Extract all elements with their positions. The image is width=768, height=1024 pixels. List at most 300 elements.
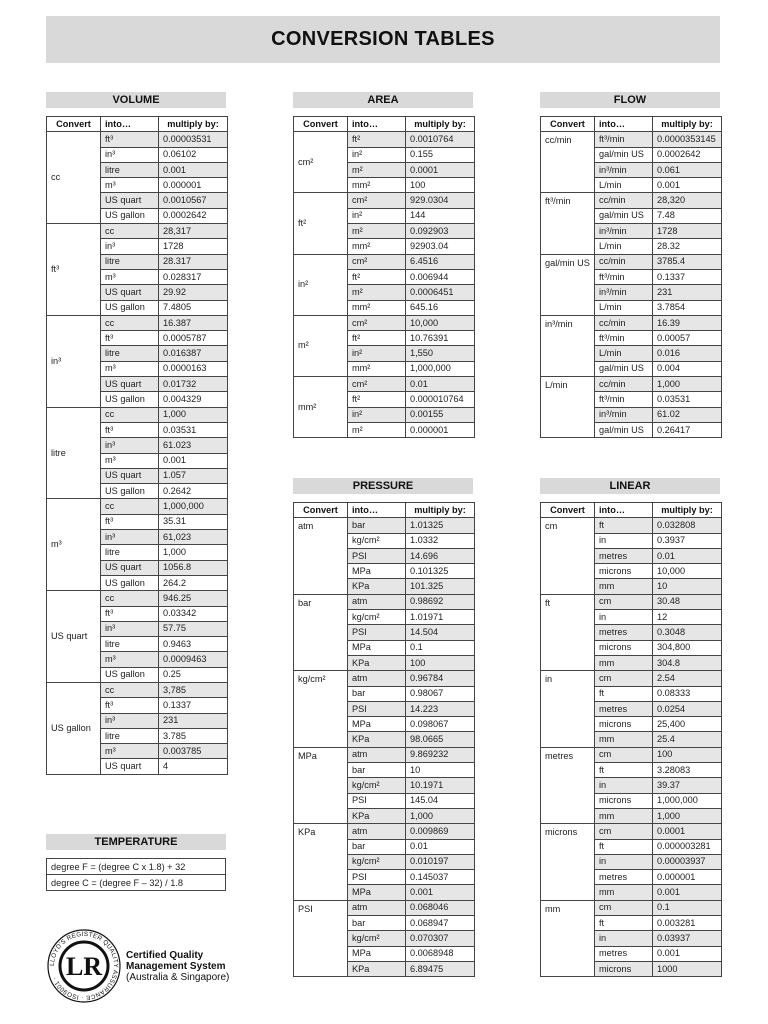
convert-into-cell: in² [348,346,406,361]
convert-into-cell: metres [595,548,653,563]
convert-into-cell: litre [101,637,159,652]
convert-into-cell: cm [595,824,653,839]
convert-into-cell: m³ [101,652,159,667]
convert-into-cell: US gallon [101,484,159,499]
table-row [541,824,722,839]
multiplier-cell: 0.1 [653,900,722,915]
multiplier-cell: 0.001 [653,946,722,961]
volume-title: VOLUME [46,92,226,108]
multiplier-cell: 14.223 [406,701,475,716]
multiplier-cell: 2.54 [653,671,722,686]
temperature-table [46,858,226,891]
flow-title: FLOW [540,92,720,108]
convert-into-cell: cc [101,315,159,330]
multiplier-cell: 1.0332 [406,533,475,548]
area-section [293,92,473,438]
multiplier-cell: 0.004 [653,361,722,376]
convert-into-cell: mm² [348,300,406,315]
convert-into-cell: L/min [595,300,653,315]
convert-into-cell: cm² [348,377,406,392]
convert-into-cell: US gallon [101,392,159,407]
table-row [47,315,228,330]
multiplier-cell: 0.03531 [653,392,722,407]
column-header-into: into… [595,503,653,518]
column-header-convert: Convert [541,117,595,132]
multiplier-cell: 35.31 [159,514,228,529]
convert-into-cell: cc/min [595,193,653,208]
table-row [541,132,722,147]
convert-into-cell: m² [348,162,406,177]
convert-into-cell: microns [595,961,653,976]
convert-from-cell: in² [294,254,348,315]
volume-section [46,92,226,775]
multiplier-cell: 1.057 [159,468,228,483]
flow-table [540,116,722,438]
multiplier-cell: 0.1337 [653,269,722,284]
multiplier-cell: 10,000 [653,564,722,579]
multiplier-cell: 0.006944 [406,269,475,284]
convert-from-cell: in³ [47,315,101,407]
multiplier-cell: 0.016 [653,346,722,361]
convert-into-cell: cc [101,591,159,606]
convert-into-cell: kg/cm² [348,778,406,793]
convert-into-cell: mm [595,885,653,900]
multiplier-cell: 231 [159,713,228,728]
convert-into-cell: cc/min [595,315,653,330]
table-row [541,315,722,330]
convert-from-cell: KPa [294,824,348,900]
title-bar [46,16,720,63]
multiplier-cell: 1,000 [159,407,228,422]
table-row [294,594,475,609]
multiplier-cell: 0.00155 [406,407,475,422]
multiplier-cell: 57.75 [159,621,228,636]
convert-into-cell: microns [595,717,653,732]
multiplier-cell: 0.03531 [159,422,228,437]
seal-letters: LR [65,952,103,981]
multiplier-cell: 0.004329 [159,392,228,407]
multiplier-cell: 61.023 [159,438,228,453]
multiplier-cell: 1.01325 [406,518,475,533]
multiplier-cell: 0.98692 [406,594,475,609]
convert-into-cell: cm [595,747,653,762]
convert-into-cell: in³/min [595,224,653,239]
convert-into-cell: MPa [348,885,406,900]
multiplier-cell: 1,000,000 [159,499,228,514]
convert-from-cell: mm [541,900,595,976]
convert-into-cell: litre [101,162,159,177]
pressure-section [293,478,473,977]
multiplier-cell: 0.001 [653,885,722,900]
convert-into-cell: ft³ [101,132,159,147]
multiplier-cell: 0.000010764 [406,392,475,407]
column-header-multiply: multiply by: [159,117,228,132]
convert-into-cell: cm² [348,315,406,330]
convert-from-cell: L/min [541,377,595,438]
multiplier-cell: 4 [159,759,228,774]
multiplier-cell: 1,000 [653,808,722,823]
convert-into-cell: KPa [348,961,406,976]
convert-into-cell: cc/min [595,254,653,269]
multiplier-cell: 61.02 [653,407,722,422]
multiplier-cell: 1056.8 [159,560,228,575]
convert-into-cell: microns [595,793,653,808]
column-header-multiply: multiply by: [406,503,475,518]
column-header-convert: Convert [541,503,595,518]
multiplier-cell: 28.317 [159,254,228,269]
table-row [47,407,228,422]
table-row [294,824,475,839]
convert-from-cell: mm² [294,377,348,438]
convert-into-cell: PSI [348,625,406,640]
multiplier-cell: 9.869232 [406,747,475,762]
multiplier-cell: 28,317 [159,224,228,239]
multiplier-cell: 28,320 [653,193,722,208]
convert-into-cell: ft³/min [595,331,653,346]
multiplier-cell: 0.0001 [406,162,475,177]
convert-from-cell: US gallon [47,682,101,774]
convert-into-cell: US quart [101,377,159,392]
convert-from-cell: microns [541,824,595,900]
convert-into-cell: KPa [348,732,406,747]
convert-from-cell: ft³ [47,224,101,316]
multiplier-cell: 1,000 [159,545,228,560]
certification-logo [46,928,246,1003]
multiplier-cell: 145.04 [406,793,475,808]
multiplier-cell: 0.01 [406,377,475,392]
convert-into-cell: ft [595,839,653,854]
multiplier-cell: 0.000001 [159,178,228,193]
convert-into-cell: in [595,610,653,625]
header-row [47,117,228,132]
cert-line-2: Management System [126,961,226,972]
table-row [541,518,722,533]
table-row [541,254,722,269]
convert-into-cell: atm [348,671,406,686]
convert-into-cell: ft³ [101,698,159,713]
convert-into-cell: in³ [101,239,159,254]
multiplier-cell: 0.016387 [159,346,228,361]
multiplier-cell: 0.01732 [159,377,228,392]
multiplier-cell: 0.155 [406,147,475,162]
multiplier-cell: 0.001 [406,885,475,900]
convert-into-cell: in³ [101,530,159,545]
convert-into-cell: in² [348,407,406,422]
convert-into-cell: KPa [348,808,406,823]
multiplier-cell: 3785.4 [653,254,722,269]
convert-into-cell: atm [348,824,406,839]
convert-into-cell: in² [348,208,406,223]
multiplier-cell: 61,023 [159,530,228,545]
convert-into-cell: litre [101,728,159,743]
page-title: CONVERSION TABLES [271,28,495,50]
convert-into-cell: ft² [348,392,406,407]
multiplier-cell: 1,000 [653,377,722,392]
convert-into-cell: US quart [101,193,159,208]
table-row [541,594,722,609]
table-row [47,499,228,514]
multiplier-cell: 0.01 [406,839,475,854]
convert-into-cell: PSI [348,870,406,885]
convert-into-cell: mm [595,579,653,594]
convert-into-cell: cm² [348,254,406,269]
convert-into-cell: in [595,778,653,793]
multiplier-cell: 929.0304 [406,193,475,208]
multiplier-cell: 0.000003281 [653,839,722,854]
convert-into-cell: PSI [348,548,406,563]
convert-into-cell: US quart [101,285,159,300]
multiplier-cell: 30.48 [653,594,722,609]
multiplier-cell: 0.001 [159,162,228,177]
convert-into-cell: litre [101,254,159,269]
convert-into-cell: metres [595,625,653,640]
column-header-convert: Convert [47,117,101,132]
column-header-multiply: multiply by: [653,117,722,132]
convert-into-cell: in [595,931,653,946]
convert-into-cell: US gallon [101,667,159,682]
convert-into-cell: ft³ [101,331,159,346]
multiplier-cell: 0.032808 [653,518,722,533]
multiplier-cell: 0.010197 [406,854,475,869]
column-header-convert: Convert [294,117,348,132]
convert-into-cell: metres [595,870,653,885]
multiplier-cell: 0.061 [653,162,722,177]
multiplier-cell: 1,000,000 [653,793,722,808]
convert-from-cell: gal/min US [541,254,595,315]
multiplier-cell: 0.092903 [406,224,475,239]
multiplier-cell: 10.1971 [406,778,475,793]
convert-into-cell: ft² [348,331,406,346]
multiplier-cell: 25.4 [653,732,722,747]
temperature-formula-f: degree F = (degree C x 1.8) + 32 [47,859,226,875]
convert-from-cell: cc [47,132,101,224]
pressure-title: PRESSURE [293,478,473,494]
convert-into-cell: cm [595,594,653,609]
convert-from-cell: ft [541,594,595,670]
multiplier-cell: 3,785 [159,682,228,697]
multiplier-cell: 29.92 [159,285,228,300]
header-row [294,503,475,518]
multiplier-cell: 0.0009463 [159,652,228,667]
convert-into-cell: litre [101,545,159,560]
multiplier-cell: 0.145037 [406,870,475,885]
table-row [47,132,228,147]
convert-into-cell: m³ [101,744,159,759]
multiplier-cell: 92903.04 [406,239,475,254]
column-header-into: into… [348,503,406,518]
convert-into-cell: ft² [348,132,406,147]
convert-into-cell: mm² [348,178,406,193]
multiplier-cell: 0.1 [406,640,475,655]
multiplier-cell: 0.000001 [653,870,722,885]
multiplier-cell: 100 [653,747,722,762]
convert-into-cell: microns [595,640,653,655]
convert-into-cell: in² [348,147,406,162]
multiplier-cell: 1,000,000 [406,361,475,376]
column-header-convert: Convert [294,503,348,518]
header-row [541,503,722,518]
convert-into-cell: m³ [101,453,159,468]
convert-into-cell: bar [348,763,406,778]
temperature-section [46,834,226,891]
convert-into-cell: cm [595,671,653,686]
multiplier-cell: 25,400 [653,717,722,732]
multiplier-cell: 0.0000163 [159,361,228,376]
convert-into-cell: PSI [348,701,406,716]
seal-ring-text: LLOYD'S REGISTER QUALITY ASSURANCE · ISO9001 · [48,930,120,1002]
convert-from-cell: m² [294,315,348,376]
convert-into-cell: kg/cm² [348,533,406,548]
column-header-into: into… [101,117,159,132]
convert-into-cell: US quart [101,560,159,575]
convert-from-cell: bar [294,594,348,670]
multiplier-cell: 98.0665 [406,732,475,747]
multiplier-cell: 0.3048 [653,625,722,640]
multiplier-cell: 1000 [653,961,722,976]
convert-into-cell: metres [595,946,653,961]
convert-into-cell: L/min [595,178,653,193]
convert-into-cell: gal/min US [595,147,653,162]
convert-into-cell: bar [348,839,406,854]
convert-into-cell: US gallon [101,575,159,590]
convert-into-cell: mm [595,655,653,670]
multiplier-cell: 0.03937 [653,931,722,946]
convert-into-cell: PSI [348,793,406,808]
multiplier-cell: 39.37 [653,778,722,793]
flow-section [540,92,720,438]
column-header-multiply: multiply by: [653,503,722,518]
multiplier-cell: 0.068947 [406,916,475,931]
multiplier-cell: 0.098067 [406,717,475,732]
convert-into-cell: in³ [101,438,159,453]
convert-from-cell: kg/cm² [294,671,348,747]
convert-from-cell: litre [47,407,101,499]
temperature-title: TEMPERATURE [46,834,226,850]
convert-into-cell: kg/cm² [348,610,406,625]
multiplier-cell: 12 [653,610,722,625]
multiplier-cell: 3.785 [159,728,228,743]
multiplier-cell: 28.32 [653,239,722,254]
multiplier-cell: 3.28083 [653,763,722,778]
area-title: AREA [293,92,473,108]
convert-into-cell: ft² [348,269,406,284]
multiplier-cell: 14.696 [406,548,475,563]
convert-into-cell: bar [348,916,406,931]
convert-into-cell: in³ [101,147,159,162]
multiplier-cell: 6.4516 [406,254,475,269]
multiplier-cell: 0.0010764 [406,132,475,147]
multiplier-cell: 1,550 [406,346,475,361]
convert-into-cell: ft³/min [595,132,653,147]
convert-into-cell: in³/min [595,162,653,177]
table-row [294,193,475,208]
multiplier-cell: 0.0254 [653,701,722,716]
multiplier-cell: 10.76391 [406,331,475,346]
column-header-multiply: multiply by: [406,117,475,132]
multiplier-cell: 100 [406,178,475,193]
multiplier-cell: 0.03342 [159,606,228,621]
table-row [294,747,475,762]
multiplier-cell: 304,800 [653,640,722,655]
convert-from-cell: metres [541,747,595,823]
convert-into-cell: m³ [101,361,159,376]
table-row [294,254,475,269]
multiplier-cell: 0.2642 [159,484,228,499]
multiplier-cell: 946.25 [159,591,228,606]
convert-into-cell: MPa [348,946,406,961]
convert-from-cell: cm² [294,132,348,193]
convert-into-cell: L/min [595,346,653,361]
multiplier-cell: 3.7854 [653,300,722,315]
multiplier-cell: 0.001 [653,178,722,193]
cert-line-1: Certified Quality [126,950,204,961]
convert-into-cell: bar [348,686,406,701]
convert-into-cell: cm² [348,193,406,208]
convert-into-cell: ft [595,518,653,533]
convert-into-cell: gal/min US [595,208,653,223]
multiplier-cell: 0.98067 [406,686,475,701]
convert-into-cell: atm [348,594,406,609]
multiplier-cell: 0.00003531 [159,132,228,147]
multiplier-cell: 645.16 [406,300,475,315]
table-row [294,132,475,147]
convert-into-cell: bar [348,518,406,533]
area-table [293,116,475,438]
multiplier-cell: 16.387 [159,315,228,330]
table-row [541,747,722,762]
multiplier-cell: 16.39 [653,315,722,330]
convert-from-cell: m³ [47,499,101,591]
convert-into-cell: cc [101,224,159,239]
convert-into-cell: mm [595,808,653,823]
table-row [294,377,475,392]
multiplier-cell: 101.325 [406,579,475,594]
convert-into-cell: kg/cm² [348,854,406,869]
cert-line-3: (Australia & Singapore) [126,972,230,983]
linear-title: LINEAR [540,478,720,494]
convert-into-cell: atm [348,900,406,915]
convert-into-cell: cc/min [595,377,653,392]
multiplier-cell: 0.0001 [653,824,722,839]
multiplier-cell: 0.0002642 [159,208,228,223]
convert-into-cell: KPa [348,655,406,670]
convert-into-cell: ft³/min [595,392,653,407]
convert-from-cell: ft² [294,193,348,254]
convert-from-cell: in³/min [541,315,595,376]
convert-into-cell: m² [348,285,406,300]
convert-into-cell: ft [595,686,653,701]
multiplier-cell: 1,000 [406,808,475,823]
pressure-table [293,502,475,977]
convert-into-cell: gal/min US [595,422,653,437]
convert-into-cell: in³/min [595,285,653,300]
table-row [541,193,722,208]
convert-into-cell: in³ [101,621,159,636]
convert-into-cell: cc [101,407,159,422]
convert-from-cell: MPa [294,747,348,823]
convert-from-cell: in [541,671,595,747]
convert-into-cell: m³ [101,178,159,193]
column-header-into: into… [595,117,653,132]
multiplier-cell: 264.2 [159,575,228,590]
multiplier-cell: 0.003785 [159,744,228,759]
multiplier-cell: 0.9463 [159,637,228,652]
table-row [294,900,475,915]
convert-into-cell: ft [595,916,653,931]
convert-into-cell: cm [595,900,653,915]
convert-into-cell: L/min [595,239,653,254]
convert-into-cell: atm [348,747,406,762]
